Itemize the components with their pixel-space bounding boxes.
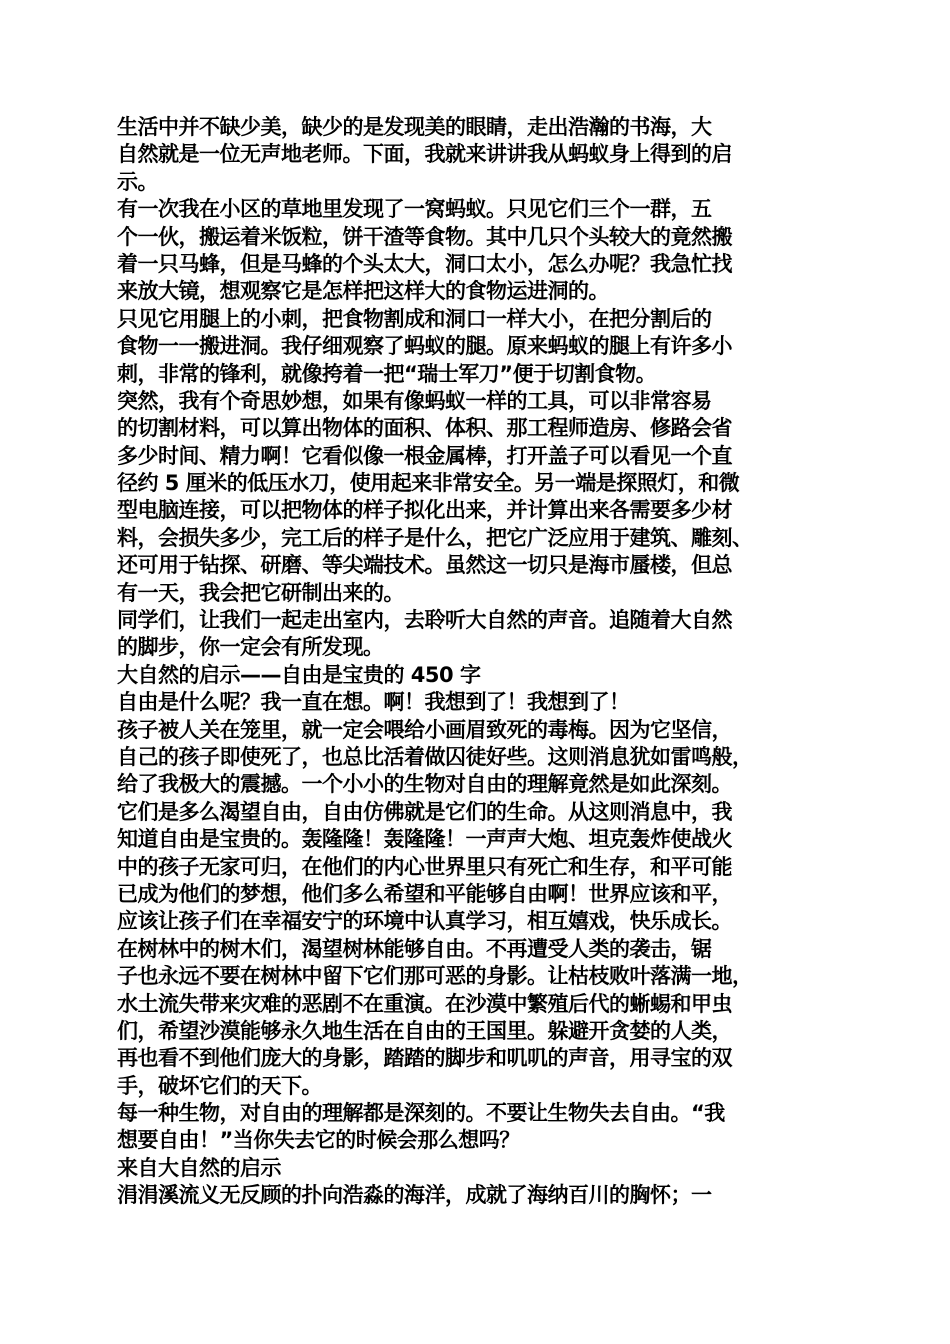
text-line: 只见它用腿上的小刺，把食物割成和洞口一样大小，在把分割后的 bbox=[117, 306, 712, 331]
text-line: 它们是多么渴望自由，自由仿佛就是它们的生命。从这则消息中，我 bbox=[117, 799, 732, 824]
text-line: 突然，我有个奇思妙想，如果有像蚂蚁一样的工具，可以非常容易 bbox=[117, 388, 712, 413]
text-line: 的切割材料，可以算出物体的面积、体积、那工程师造房、修路会省 bbox=[117, 416, 732, 441]
text-line: 型电脑连接，可以把物体的样子拟化出来，并计算出来各需要多少材 bbox=[117, 498, 732, 523]
text-line: 生活中并不缺少美，缺少的是发现美的眼睛，走出浩瀚的书海，大 bbox=[117, 115, 712, 139]
text-line: 知道自由是宝贵的。轰隆隆！轰隆隆！一声声大炮、坦克轰炸使战火 bbox=[117, 827, 732, 852]
text-line: 来放大镜，想观察它是怎样把这样大的食物运进洞的。 bbox=[117, 279, 609, 304]
text-line: 食物一一搬进洞。我仔细观察了蚂蚁的腿。原来蚂蚁的腿上有许多小 bbox=[117, 334, 732, 359]
text-line: 子也永远不要在树林中留下它们那可恶的身影。让枯枝败叶落满一地， bbox=[117, 964, 753, 989]
text-line: 示。 bbox=[117, 169, 158, 194]
text-line: 多少时间、精力啊！它看似像一根金属棒，打开盖子可以看见一个直 bbox=[117, 443, 732, 468]
text-line: 同学们，让我们一起走出室内，去聆听大自然的声音。追随着大自然 bbox=[117, 608, 732, 633]
text-line: 还可用于钻探、研磨、等尖端技术。虽然这一切只是海市蜃楼，但总 bbox=[117, 553, 732, 578]
text-line: 自然就是一位无声地老师。下面，我就来讲讲我从蚂蚁身上得到的启 bbox=[117, 142, 732, 167]
text-line: 自由是什么呢？我一直在想。啊！我想到了！我想到了！ bbox=[117, 690, 630, 715]
text-line: 个一伙，搬运着米饭粒，饼干渣等食物。其中几只个头较大的竟然搬 bbox=[117, 224, 732, 249]
text-line: 料，会损失多少，完工后的样子是什么，把它广泛应用于建筑、雕刻、 bbox=[117, 525, 753, 550]
text-line: 刺，非常的锋利，就像挎着一把“瑞士军刀”便于切割食物。 bbox=[117, 361, 657, 386]
section-heading: 大自然的启示——自由是宝贵的 450 字 bbox=[117, 662, 481, 687]
text-line: 径约 5 厘米的低压水刀，使用起来非常安全。另一端是探照灯，和微 bbox=[117, 471, 740, 496]
text-line: 想要自由！”当你失去它的时候会那么想吗？ bbox=[117, 1128, 520, 1153]
text-line: 有一次我在小区的草地里发现了一窝蚂蚁。只见它们三个一群，五 bbox=[117, 197, 712, 222]
text-line: 给了我极大的震撼。一个小小的生物对自由的理解竟然是如此深刻。 bbox=[117, 772, 732, 797]
text-line: 水土流失带来灾难的恶剧不在重演。在沙漠中繁殖后代的蜥蜴和甲虫 bbox=[117, 991, 732, 1016]
text-line: 涓涓溪流义无反顾的扑向浩淼的海洋，成就了海纳百川的胸怀；一 bbox=[117, 1183, 712, 1208]
text-line: 孩子被人关在笼里，就一定会喂给小画眉致死的毒梅。因为它坚信， bbox=[117, 717, 732, 742]
text-line: 们，希望沙漠能够永久地生活在自由的王国里。躲避开贪婪的人类， bbox=[117, 1018, 732, 1043]
text-line: 再也看不到他们庞大的身影，踏踏的脚步和叽叽的声音，用寻宝的双 bbox=[117, 1046, 732, 1071]
text-line: 每一种生物，对自由的理解都是深刻的。不要让生物失去自由。“我 bbox=[117, 1101, 725, 1126]
text-line: 有一天，我会把它研制出来的。 bbox=[117, 580, 404, 605]
essay-text bbox=[117, 114, 852, 1210]
text-line: 已成为他们的梦想，他们多么希望和平能够自由啊！世界应该和平， bbox=[117, 881, 732, 906]
text-line: 手，破坏它们的天下。 bbox=[117, 1073, 322, 1098]
text-line: 中的孩子无家可归，在他们的内心世界里只有死亡和生存，和平可能 bbox=[117, 854, 732, 879]
text-line: 的脚步，你一定会有所发现。 bbox=[117, 635, 384, 660]
text-line: 在树林中的树木们，渴望树林能够自由。不再遭受人类的袭击，锯 bbox=[117, 936, 712, 961]
text-line: 应该让孩子们在幸福安宁的环境中认真学习，相互嬉戏，快乐成长。 bbox=[117, 909, 732, 934]
text-line: 自己的孩子即使死了，也总比活着做囚徒好些。这则消息犹如雷鸣般， bbox=[117, 744, 753, 769]
section-heading: 来自大自然的启示 bbox=[117, 1155, 281, 1180]
text-line: 着一只马蜂，但是马蜂的个头太大，洞口太小，怎么办呢？我急忙找 bbox=[117, 251, 732, 276]
